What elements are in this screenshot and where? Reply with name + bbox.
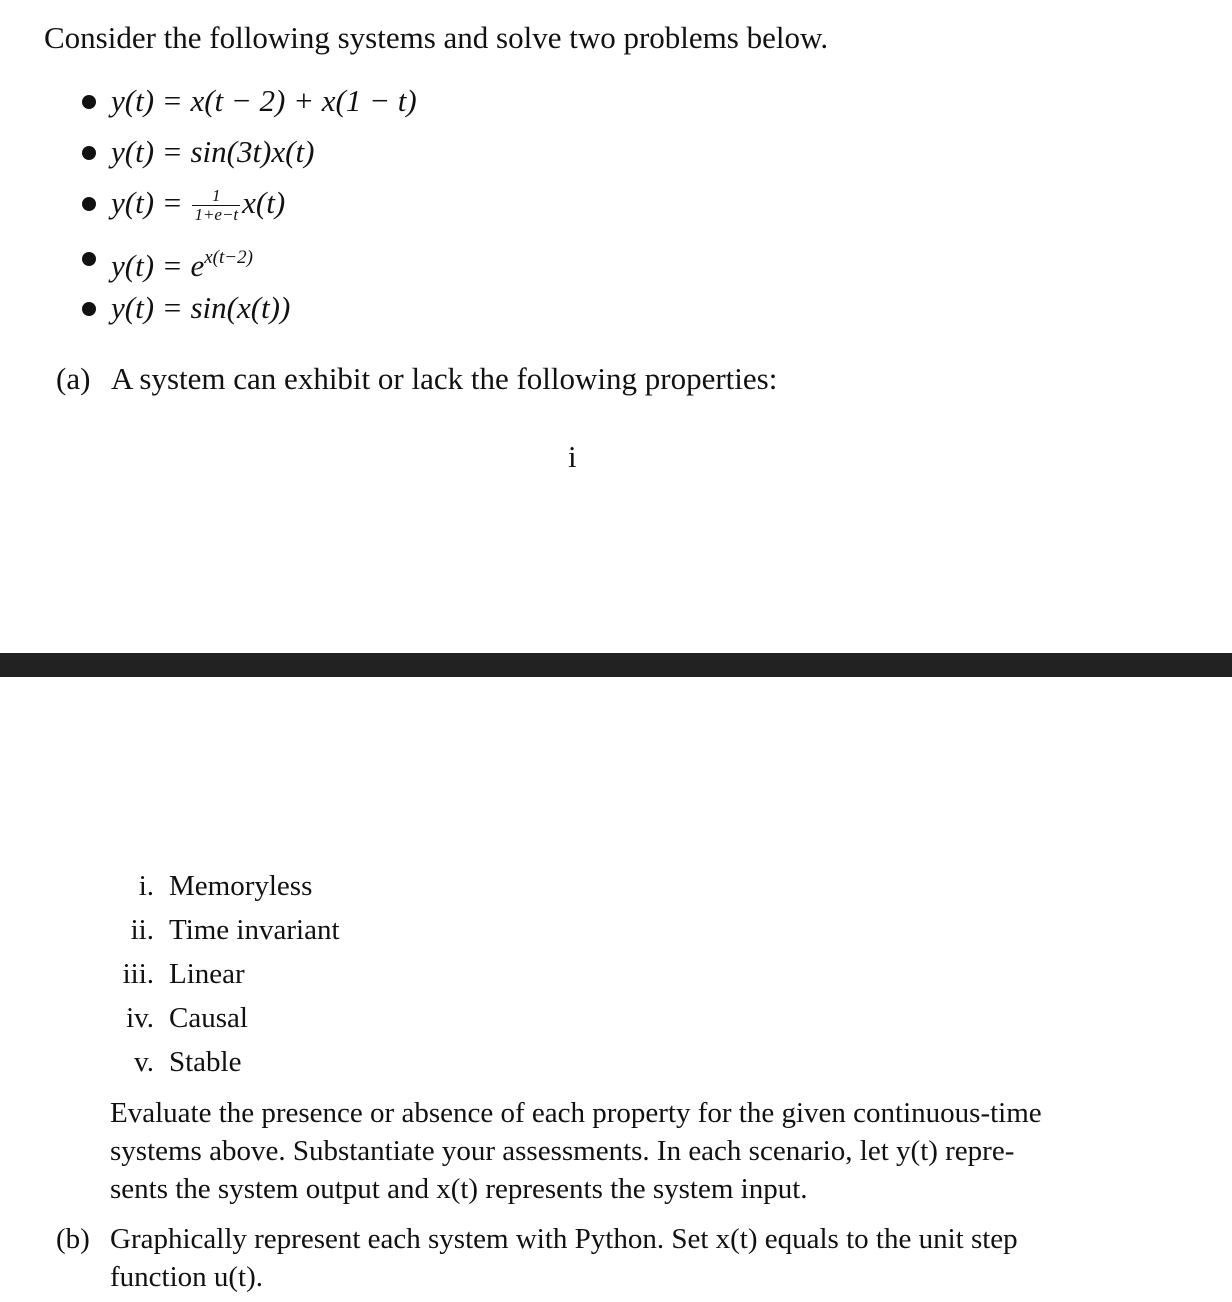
fraction: $\frac{1}{1+e-t}$: [194, 186, 239, 225]
property-label: Causal: [169, 1002, 248, 1034]
property-number: v.: [134, 1046, 154, 1078]
system-equation-4: $y(t) = e^{x(t-2)}$: [111, 247, 253, 283]
part-b-marker: (b): [56, 1223, 90, 1255]
bullet-icon: [82, 302, 96, 316]
property-number: ii.: [130, 914, 154, 946]
property-number: i.: [138, 870, 154, 902]
bullet-icon: [82, 146, 96, 160]
evaluate-line-1: Evaluate the presence or absence of each property for the given continuous-time: [110, 1097, 1042, 1129]
system-equation-1: y(t) = x(t − 2) + x(1 − t): [111, 83, 417, 118]
property-label: Time invariant: [169, 914, 340, 946]
property-number: iii.: [122, 958, 154, 990]
part-a-text: A system can exhibit or lack the following properties:: [111, 361, 778, 396]
system-equation-2: y(t) = sin(3t)x(t): [111, 134, 315, 169]
intro-text: Consider the following systems and solve two problems below.: [44, 20, 829, 55]
part-b-line-2: function u(t).: [110, 1261, 264, 1293]
bullet-icon: [82, 197, 96, 211]
property-number: iv.: [126, 1002, 154, 1034]
system-equation-3: y(t) = $\frac{1}{1+e-t}$ x(t): [111, 185, 286, 225]
property-label: Stable: [169, 1046, 242, 1078]
evaluate-line-3: sents the system output and x(t) represents the system input.: [110, 1173, 808, 1205]
part-b-line-1: Graphically represent each system with Python. Set x(t) equals to the unit step: [110, 1223, 1018, 1255]
evaluate-line-2: systems above. Substantiate your assessments. In each scenario, let y(t) repre-: [110, 1135, 1015, 1167]
part-a-marker: (a): [56, 361, 91, 396]
property-label: Linear: [169, 958, 245, 990]
bullet-icon: [82, 252, 96, 266]
system-equation-5: y(t) = sin(x(t)): [111, 290, 291, 325]
stray-mark: i: [568, 439, 577, 474]
bullet-icon: [82, 95, 96, 109]
property-label: Memoryless: [169, 870, 313, 902]
divider-band: [0, 653, 1232, 677]
